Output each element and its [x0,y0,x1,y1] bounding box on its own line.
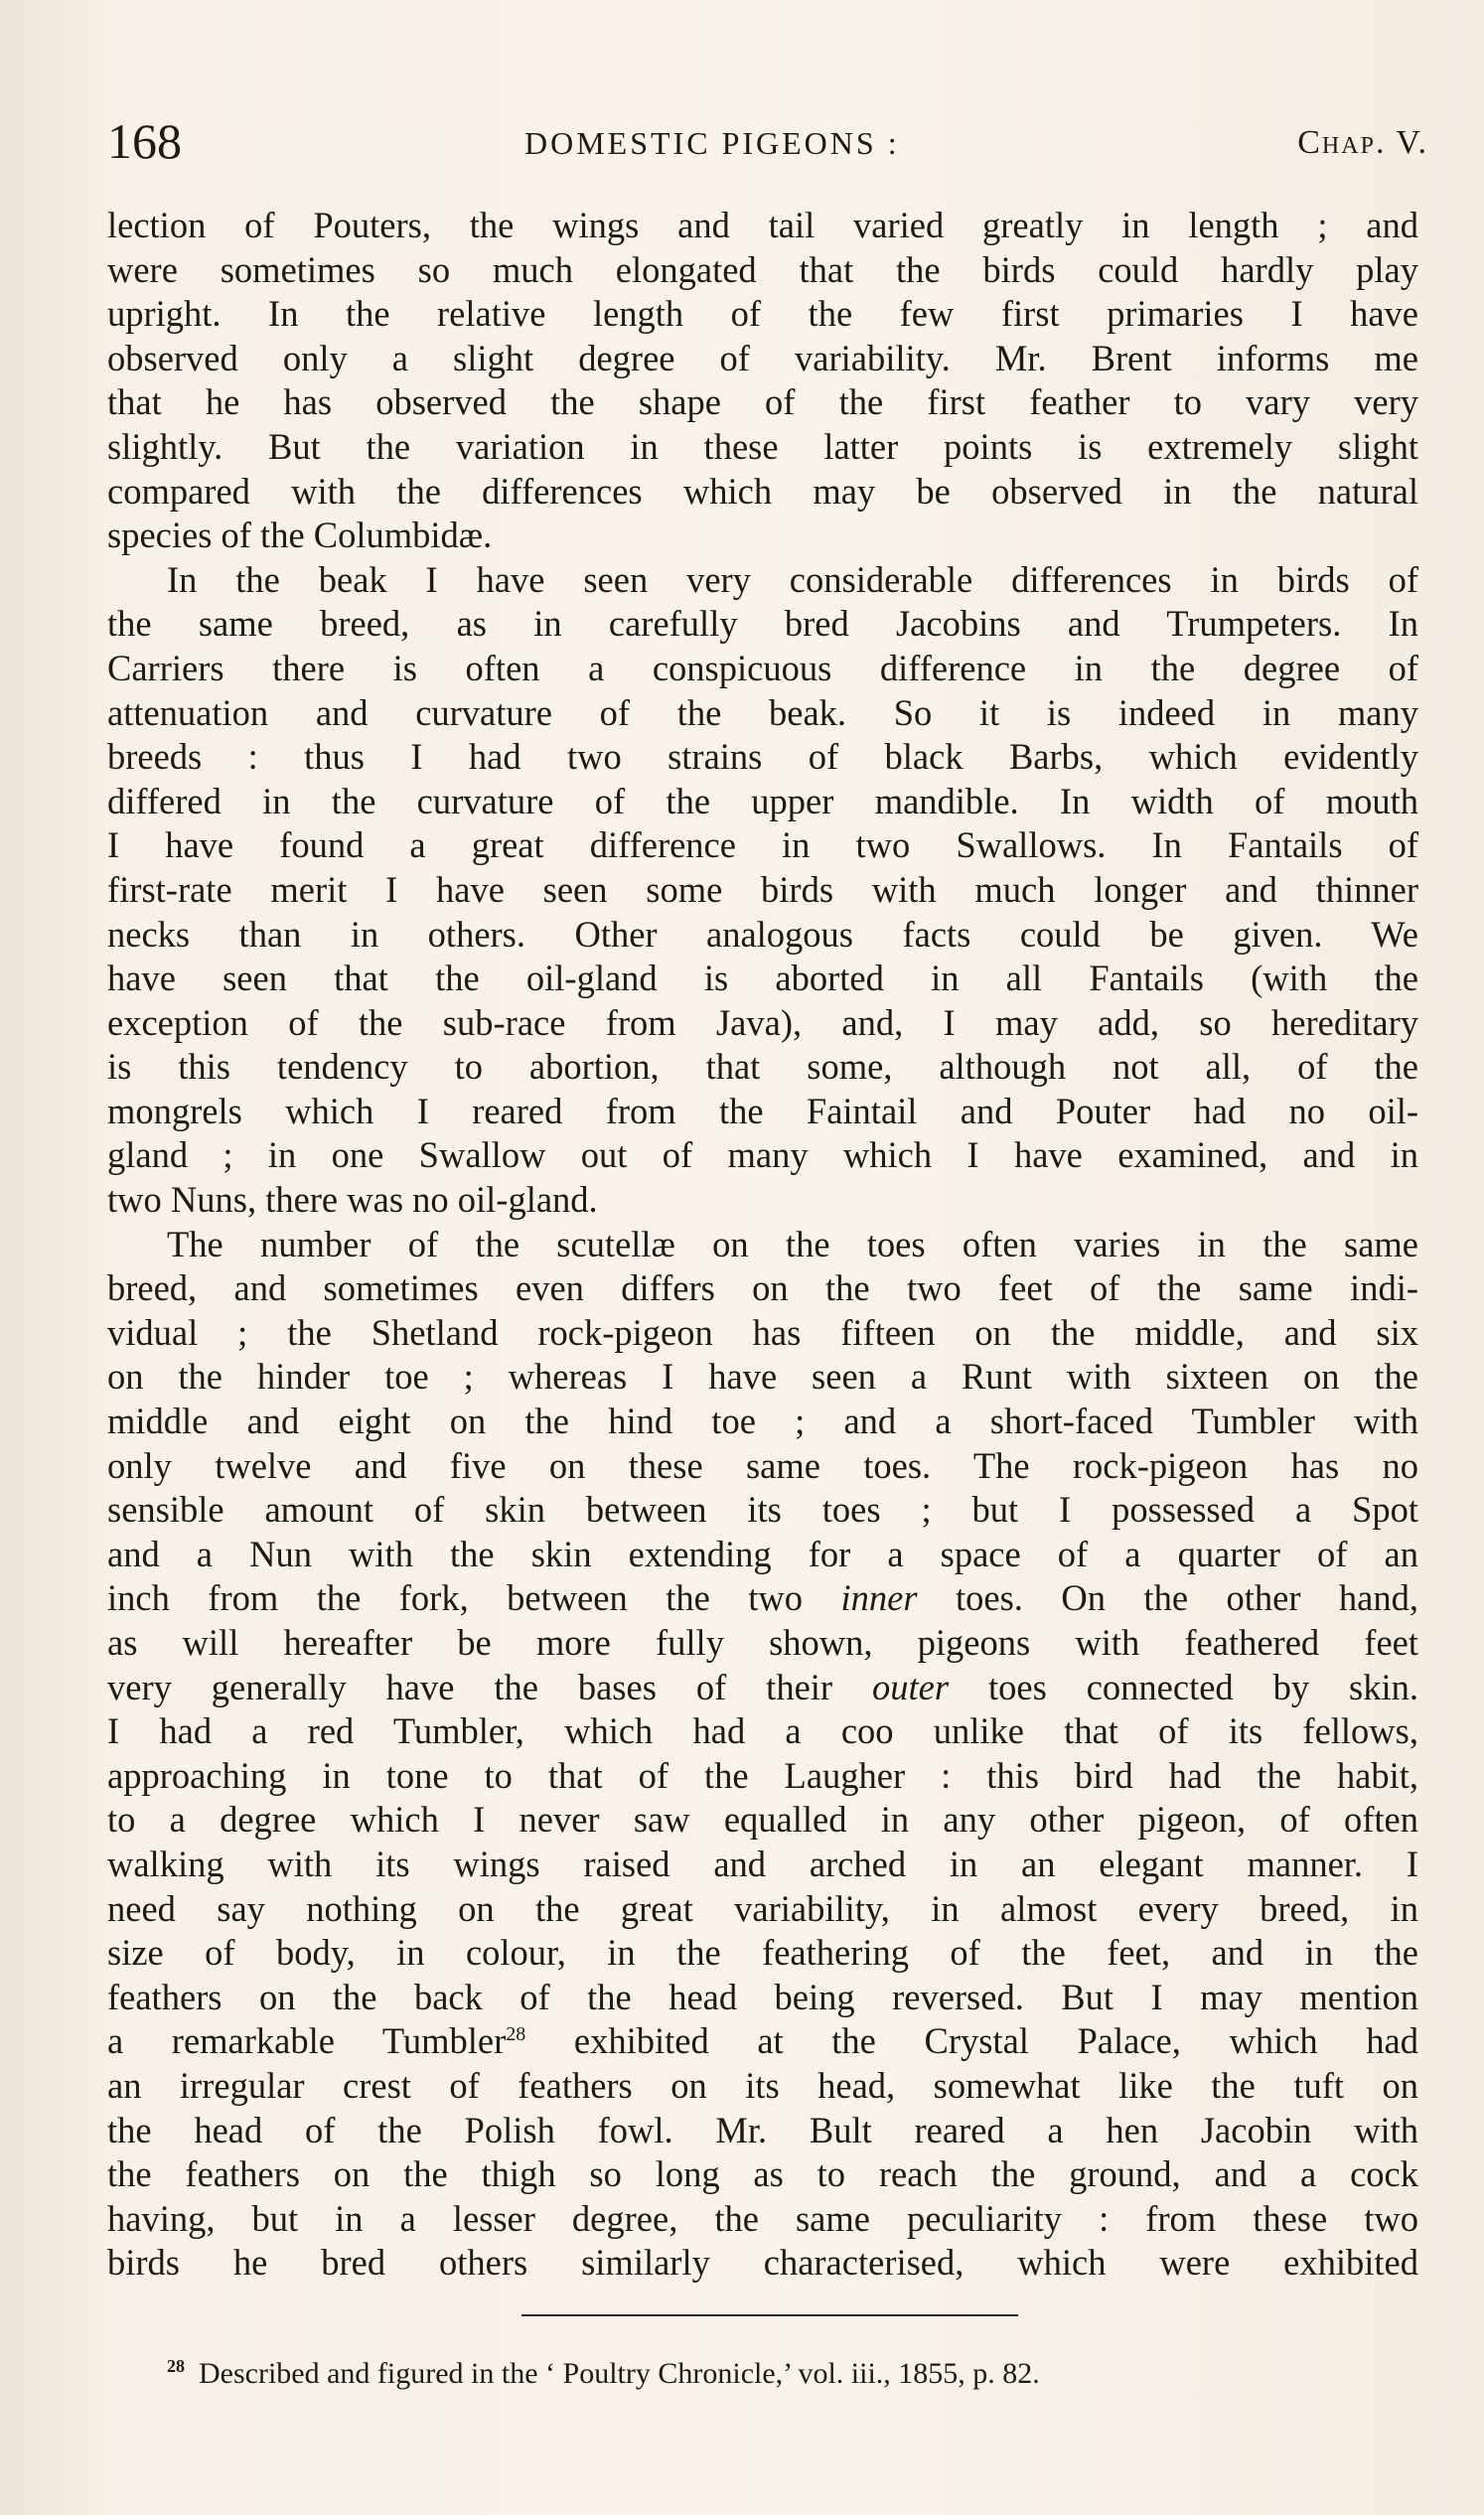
text-line: only twelve and five on these same toes. The rock-pigeon has no [107,1444,1418,1486]
text-line: differed in the curvature of the upper mandible. In width of mouth [107,780,1418,821]
text-line: on the hinder toe ; whereas I have seen a Runt with sixteen on the [107,1356,1418,1398]
text-line: observed only a slight degree of variability. Mr. Brent informs me [107,337,1418,378]
italic-word: inner [840,1577,918,1619]
text-line: Carriers there is often a conspicuous difference in the degree of [107,647,1418,688]
text-line: two Nuns, there was no oil-gland. [107,1179,598,1221]
running-title: DOMESTIC PIGEONS : [524,125,900,161]
line-text: toes connected by skin. [949,1666,1418,1707]
text-line: mongrels which I reared from the Faintail and Pouter had no oil- [107,1090,1418,1131]
text-line: I have found a great difference in two Swallows. In Fantails of [107,824,1418,866]
text-line: vidual ; the Shetland rock-pigeon has fifteen on the middle, and six [107,1311,1418,1353]
line-text: a remarkable Tumbler [107,2020,507,2062]
text-line: an irregular crest of feathers on its head, somewhat like the tuft on [107,2064,1418,2106]
text-line: breeds : thus I had two strains of black Barbs, which evidently [107,736,1418,778]
footnote-marker: 28 [167,2356,185,2376]
text-line: birds he bred others similarly characterised, which were exhibited [107,2242,1418,2284]
text-line: I had a red Tumbler, which had a coo unlike that of its fellows, [107,1710,1418,1752]
text-line: attenuation and curvature of the beak. So it is indeed in many [107,691,1418,733]
text-line: upright. In the relative length of the few first primaries I have [107,293,1418,335]
text-line: having, but in a lesser degree, the same peculiarity : from these two [107,2197,1418,2239]
text-line: the head of the Polish fowl. Mr. Bult reared a hen Jacobin with [107,2109,1418,2150]
text-line: lection of Pouters, the wings and tail varied greatly in length ; and [107,205,1418,245]
text-line: breed, and sometimes even differs on the two feet of the same indi- [107,1267,1418,1309]
page-number: 168 [107,113,182,169]
line-text: toes. On the other hand, [917,1577,1419,1619]
text-line: slightly. But the variation in these latter points is extremely slight [107,425,1418,467]
line-text: exhibited at the Crystal Palace, which had [525,2020,1418,2062]
text-line [107,1666,1418,1710]
text-line: feathers on the back of the head being reversed. But I may mention [107,1976,1418,2017]
text-line: the feathers on the thigh so long as to reach the ground, and a cock [107,2153,1418,2195]
text-line [107,2019,1418,2064]
line-text: inch from the fork, between the two [107,1577,804,1619]
text-line: to a degree which I never saw equalled in any other pigeon, of often [107,1799,1418,1841]
text-line: middle and eight on the hind toe ; and a short-faced Tumbler with [107,1401,1418,1442]
paragraph-start-line: The number of the scutellæ on the toes often varies in the same [167,1223,1418,1264]
italic-word: outer [872,1666,950,1707]
footnote-text: Described and figured in the ‘ Poultry Chronicle,’ vol. iii., 1855, p. 82. [199,2357,1040,2390]
footnote-divider [521,2314,1018,2316]
text-line: size of body, in colour, in the feathering of the feet, and in the [107,1932,1418,1974]
text-line: necks than in others. Other analogous facts could be given. We [107,913,1418,955]
text-line: exception of the sub-race from Java), and, I may add, so hereditary [107,1001,1418,1043]
text-line: were sometimes so much elongated that the birds could hardly play [107,248,1418,290]
text-line: species of the Columbidæ. [107,515,493,556]
text-line: have seen that the oil-gland is aborted in all Fantails (with the [107,958,1418,999]
text-line [107,1576,1418,1621]
text-line: gland ; in one Swallow out of many which I have examined, and in [107,1134,1418,1176]
text-line: is this tendency to abortion, that some, although not all, of the [107,1046,1418,1088]
line-text: very generally have the bases of their [107,1666,833,1707]
text-line: need say nothing on the great variability, in almost every breed, in [107,1887,1418,1929]
text-line: that he has observed the shape of the first feather to vary very [107,381,1418,423]
text-line: compared with the differences which may be observed in the natural [107,470,1418,512]
text-line: approaching in tone to that of the Laugher : this bird had the habit, [107,1754,1418,1796]
footnote-reference[interactable]: 28 [506,2023,526,2046]
page-header [107,111,1428,171]
text-line: sensible amount of skin between its toes ; but I possessed a Spot [107,1489,1418,1531]
paragraph-start-line: In the beak I have seen very considerable differences in birds of [167,558,1418,600]
body-text [107,204,1418,2286]
chapter-label: Chap. V. [1297,124,1428,161]
footnote [167,2346,1409,2394]
text-line: first-rate merit I have seen some birds with much longer and thinner [107,868,1418,910]
text-line: and a Nun with the skin extending for a space of a quarter of an [107,1533,1418,1574]
text-line: the same breed, as in carefully bred Jacobins and Trumpeters. In [107,603,1418,645]
text-line: as will hereafter be more fully shown, pigeons with feathered feet [107,1622,1418,1663]
text-line: walking with its wings raised and arched in an elegant manner. I [107,1843,1418,1884]
